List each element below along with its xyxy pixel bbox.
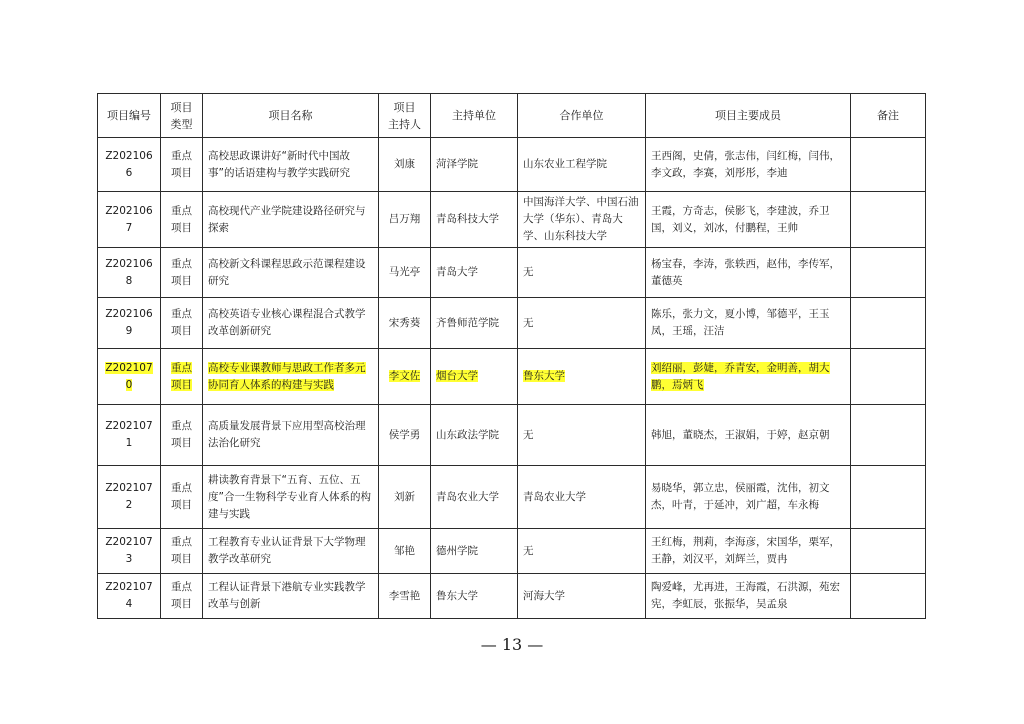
table-row — [98, 138, 926, 192]
coop-unit-cell-text: 河海大学 — [523, 589, 565, 602]
project-host-cell — [379, 349, 431, 405]
project-name-cell-text: 高校思政课讲好“新时代中国故事”的话语建构与教学实践研究 — [208, 149, 350, 179]
project-host-cell-text: 刘新 — [394, 490, 415, 503]
project-name-cell-text: 高校专业课教师与思政工作者多元协同育人体系的构建与实践 — [208, 361, 366, 391]
coop-unit-cell-text: 无 — [523, 316, 534, 329]
project-id-cell — [98, 405, 161, 466]
project-host-cell — [379, 248, 431, 298]
header-coop-unit: 合作单位 — [518, 94, 646, 138]
project-id-cell-text: Z2021067 — [105, 204, 153, 234]
host-unit-cell-text: 青岛农业大学 — [436, 490, 499, 503]
table-header-row — [98, 94, 926, 138]
members-cell-text: 刘绍丽，彭婕，乔青安，金明善，胡大鹏，焉炳飞 — [651, 361, 830, 391]
coop-unit-cell-text: 鲁东大学 — [523, 370, 565, 382]
coop-unit-cell — [518, 298, 646, 349]
project-id-cell-text: Z2021073 — [105, 536, 153, 565]
project-type-cell-text: 重点 项目 — [171, 204, 192, 234]
project-id-cell — [98, 138, 161, 192]
project-name-cell — [203, 405, 379, 466]
project-host-cell-text: 吕万翔 — [388, 213, 421, 225]
host-unit-cell-text: 菏泽学院 — [436, 158, 478, 170]
project-host-cell — [379, 192, 431, 248]
host-unit-cell — [431, 574, 518, 619]
project-id-cell-text: Z2021069 — [105, 308, 153, 337]
coop-unit-cell-text: 无 — [523, 266, 534, 278]
notes-cell — [851, 298, 926, 349]
project-type-cell-text: 重点 项目 — [171, 308, 192, 337]
project-name-cell-text: 高质量发展背景下应用型高校治理法治化研究 — [208, 420, 366, 449]
project-type-cell-text: 重点 项目 — [171, 149, 192, 179]
coop-unit-cell — [518, 192, 646, 248]
header-members: 项目主要成员 — [646, 94, 851, 138]
members-cell — [646, 349, 851, 405]
project-type-cell — [161, 405, 203, 466]
coop-unit-cell — [518, 405, 646, 466]
project-type-cell — [161, 466, 203, 529]
host-unit-cell-text: 德州学院 — [436, 544, 478, 557]
members-cell-text: 陶爱峰，尤再进，王海霞，石洪源，苑宏宪，李虹辰，张振华，吴孟泉 — [651, 581, 840, 610]
project-name-cell-text: 高校新文科课程思政示范课程建设研究 — [208, 257, 366, 287]
project-name-cell-text: 高校英语专业核心课程混合式教学改革创新研究 — [208, 308, 366, 337]
project-name-cell — [203, 192, 379, 248]
project-name-cell — [203, 466, 379, 529]
project-name-cell-text: 工程认证背景下港航专业实践教学改革与创新 — [208, 581, 366, 610]
project-id-cell-text: Z2021068 — [105, 257, 153, 287]
project-type-cell — [161, 248, 203, 298]
project-host-cell — [379, 529, 431, 574]
notes-cell — [851, 248, 926, 298]
project-type-cell-text: 重点 项目 — [171, 361, 192, 391]
project-type-cell — [161, 529, 203, 574]
project-name-cell — [203, 298, 379, 349]
project-host-cell — [379, 405, 431, 466]
project-name-cell-text: 工程教育专业认证背景下大学物理教学改革研究 — [208, 536, 366, 565]
coop-unit-cell — [518, 529, 646, 574]
notes-cell — [851, 529, 926, 574]
members-cell-text: 王红梅，荆莉，李海彦，宋国华，栗军，王静，刘汉平，刘辉兰，贾冉 — [651, 536, 840, 565]
notes-cell — [851, 466, 926, 529]
project-host-cell — [379, 138, 431, 192]
coop-unit-cell-text: 青岛农业大学 — [523, 490, 586, 503]
project-id-cell — [98, 192, 161, 248]
project-host-cell-text: 刘康 — [394, 158, 415, 170]
project-host-cell-text: 侯学勇 — [388, 428, 421, 441]
host-unit-cell-text: 山东政法学院 — [436, 428, 499, 441]
coop-unit-cell-text: 无 — [523, 544, 534, 557]
page-number: — 13 — — [480, 635, 544, 654]
project-id-cell-text: Z2021072 — [105, 482, 153, 511]
members-cell — [646, 529, 851, 574]
project-name-cell-text: 高校现代产业学院建设路径研究与探索 — [208, 204, 366, 234]
project-host-cell-text: 宋秀葵 — [388, 316, 421, 329]
project-type-cell-text: 重点 项目 — [171, 257, 192, 287]
notes-cell — [851, 349, 926, 405]
members-cell-text: 杨宝春，李涛，张轶西，赵伟，李传军，董德英 — [651, 257, 840, 287]
host-unit-cell-text: 青岛大学 — [436, 266, 478, 278]
project-host-cell — [379, 574, 431, 619]
members-cell — [646, 466, 851, 529]
project-name-cell — [203, 349, 379, 405]
project-name-cell — [203, 529, 379, 574]
members-cell-text: 韩旭，董晓杰，王淑娟，于婷，赵京朝 — [651, 428, 830, 441]
project-host-cell-text: 邹艳 — [394, 544, 415, 557]
header-host-unit: 主持单位 — [431, 94, 518, 138]
host-unit-cell-text: 烟台大学 — [436, 370, 478, 382]
table-row — [98, 298, 926, 349]
project-name-cell — [203, 138, 379, 192]
members-cell — [646, 192, 851, 248]
project-id-cell-text: Z2021066 — [105, 149, 153, 179]
table-row — [98, 574, 926, 619]
project-type-cell — [161, 349, 203, 405]
project-type-cell — [161, 192, 203, 248]
project-name-cell — [203, 574, 379, 619]
table-row — [98, 405, 926, 466]
project-type-cell — [161, 138, 203, 192]
project-id-cell — [98, 349, 161, 405]
header-project-type: 项目 类型 — [161, 94, 203, 138]
project-name-cell-text: 耕读教育背景下“五育、五位、五度”合一生物科学专业育人体系的构建与实践 — [208, 473, 371, 520]
table-row — [98, 248, 926, 298]
project-id-cell — [98, 574, 161, 619]
project-id-cell — [98, 466, 161, 529]
project-host-cell — [379, 298, 431, 349]
host-unit-cell-text: 青岛科技大学 — [436, 213, 499, 225]
members-cell — [646, 138, 851, 192]
project-type-cell-text: 重点 项目 — [171, 420, 192, 449]
project-host-cell-text: 马光亭 — [388, 266, 421, 278]
host-unit-cell-text: 鲁东大学 — [436, 589, 478, 602]
coop-unit-cell — [518, 466, 646, 529]
coop-unit-cell — [518, 248, 646, 298]
table-body — [98, 138, 926, 619]
project-host-cell — [379, 466, 431, 529]
project-type-cell — [161, 298, 203, 349]
project-host-cell-text: 李雪艳 — [388, 589, 421, 602]
project-id-cell-text: Z2021070 — [105, 361, 153, 391]
coop-unit-cell — [518, 574, 646, 619]
members-cell — [646, 248, 851, 298]
coop-unit-cell — [518, 138, 646, 192]
project-id-cell-text: Z2021074 — [105, 581, 153, 610]
coop-unit-cell-text: 中国海洋大学、中国石油大学（华东）、青岛大学、山东科技大学 — [523, 196, 639, 242]
project-name-cell — [203, 248, 379, 298]
host-unit-cell — [431, 529, 518, 574]
table-row — [98, 466, 926, 529]
project-id-cell — [98, 529, 161, 574]
members-cell-text: 陈乐，张力文，夏小博，邹德平，王玉凤，王瑶，汪洁 — [651, 308, 830, 337]
project-type-cell-text: 重点 项目 — [171, 536, 192, 565]
host-unit-cell — [431, 349, 518, 405]
notes-cell — [851, 138, 926, 192]
project-id-cell — [98, 298, 161, 349]
project-type-cell-text: 重点 项目 — [171, 581, 192, 610]
members-cell-text: 王霞，方奇志，侯影飞，李建波，乔卫国，刘义，刘冰，付鹏程，王帅 — [651, 204, 830, 234]
notes-cell — [851, 574, 926, 619]
project-id-cell — [98, 248, 161, 298]
members-cell-text: 易晓华，郭立忠，侯丽霞，沈伟，初文杰，叶青，于延冲，刘广超，车永梅 — [651, 482, 830, 511]
table-row — [98, 529, 926, 574]
host-unit-cell — [431, 248, 518, 298]
table-row — [98, 192, 926, 248]
notes-cell — [851, 192, 926, 248]
project-table — [97, 93, 926, 619]
host-unit-cell-text: 齐鲁师范学院 — [436, 316, 499, 329]
host-unit-cell — [431, 138, 518, 192]
project-type-cell — [161, 574, 203, 619]
coop-unit-cell-text: 山东农业工程学院 — [523, 158, 607, 170]
project-host-cell-text: 李文佐 — [388, 370, 421, 382]
header-notes: 备注 — [851, 94, 926, 138]
project-type-cell-text: 重点 项目 — [171, 482, 192, 511]
header-project-host: 项目 主持人 — [379, 94, 431, 138]
host-unit-cell — [431, 466, 518, 529]
header-project-id: 项目编号 — [98, 94, 161, 138]
members-cell — [646, 298, 851, 349]
notes-cell — [851, 405, 926, 466]
coop-unit-cell-text: 无 — [523, 428, 534, 441]
project-id-cell-text: Z2021071 — [105, 420, 153, 449]
host-unit-cell — [431, 298, 518, 349]
table-row — [98, 349, 926, 405]
host-unit-cell — [431, 405, 518, 466]
host-unit-cell — [431, 192, 518, 248]
members-cell — [646, 574, 851, 619]
members-cell-text: 王西阁，史倩，张志伟，闫红梅，闫伟，李文政，李赛，刘彤彤，李迪 — [651, 149, 840, 179]
header-project-name: 项目名称 — [203, 94, 379, 138]
coop-unit-cell — [518, 349, 646, 405]
members-cell — [646, 405, 851, 466]
